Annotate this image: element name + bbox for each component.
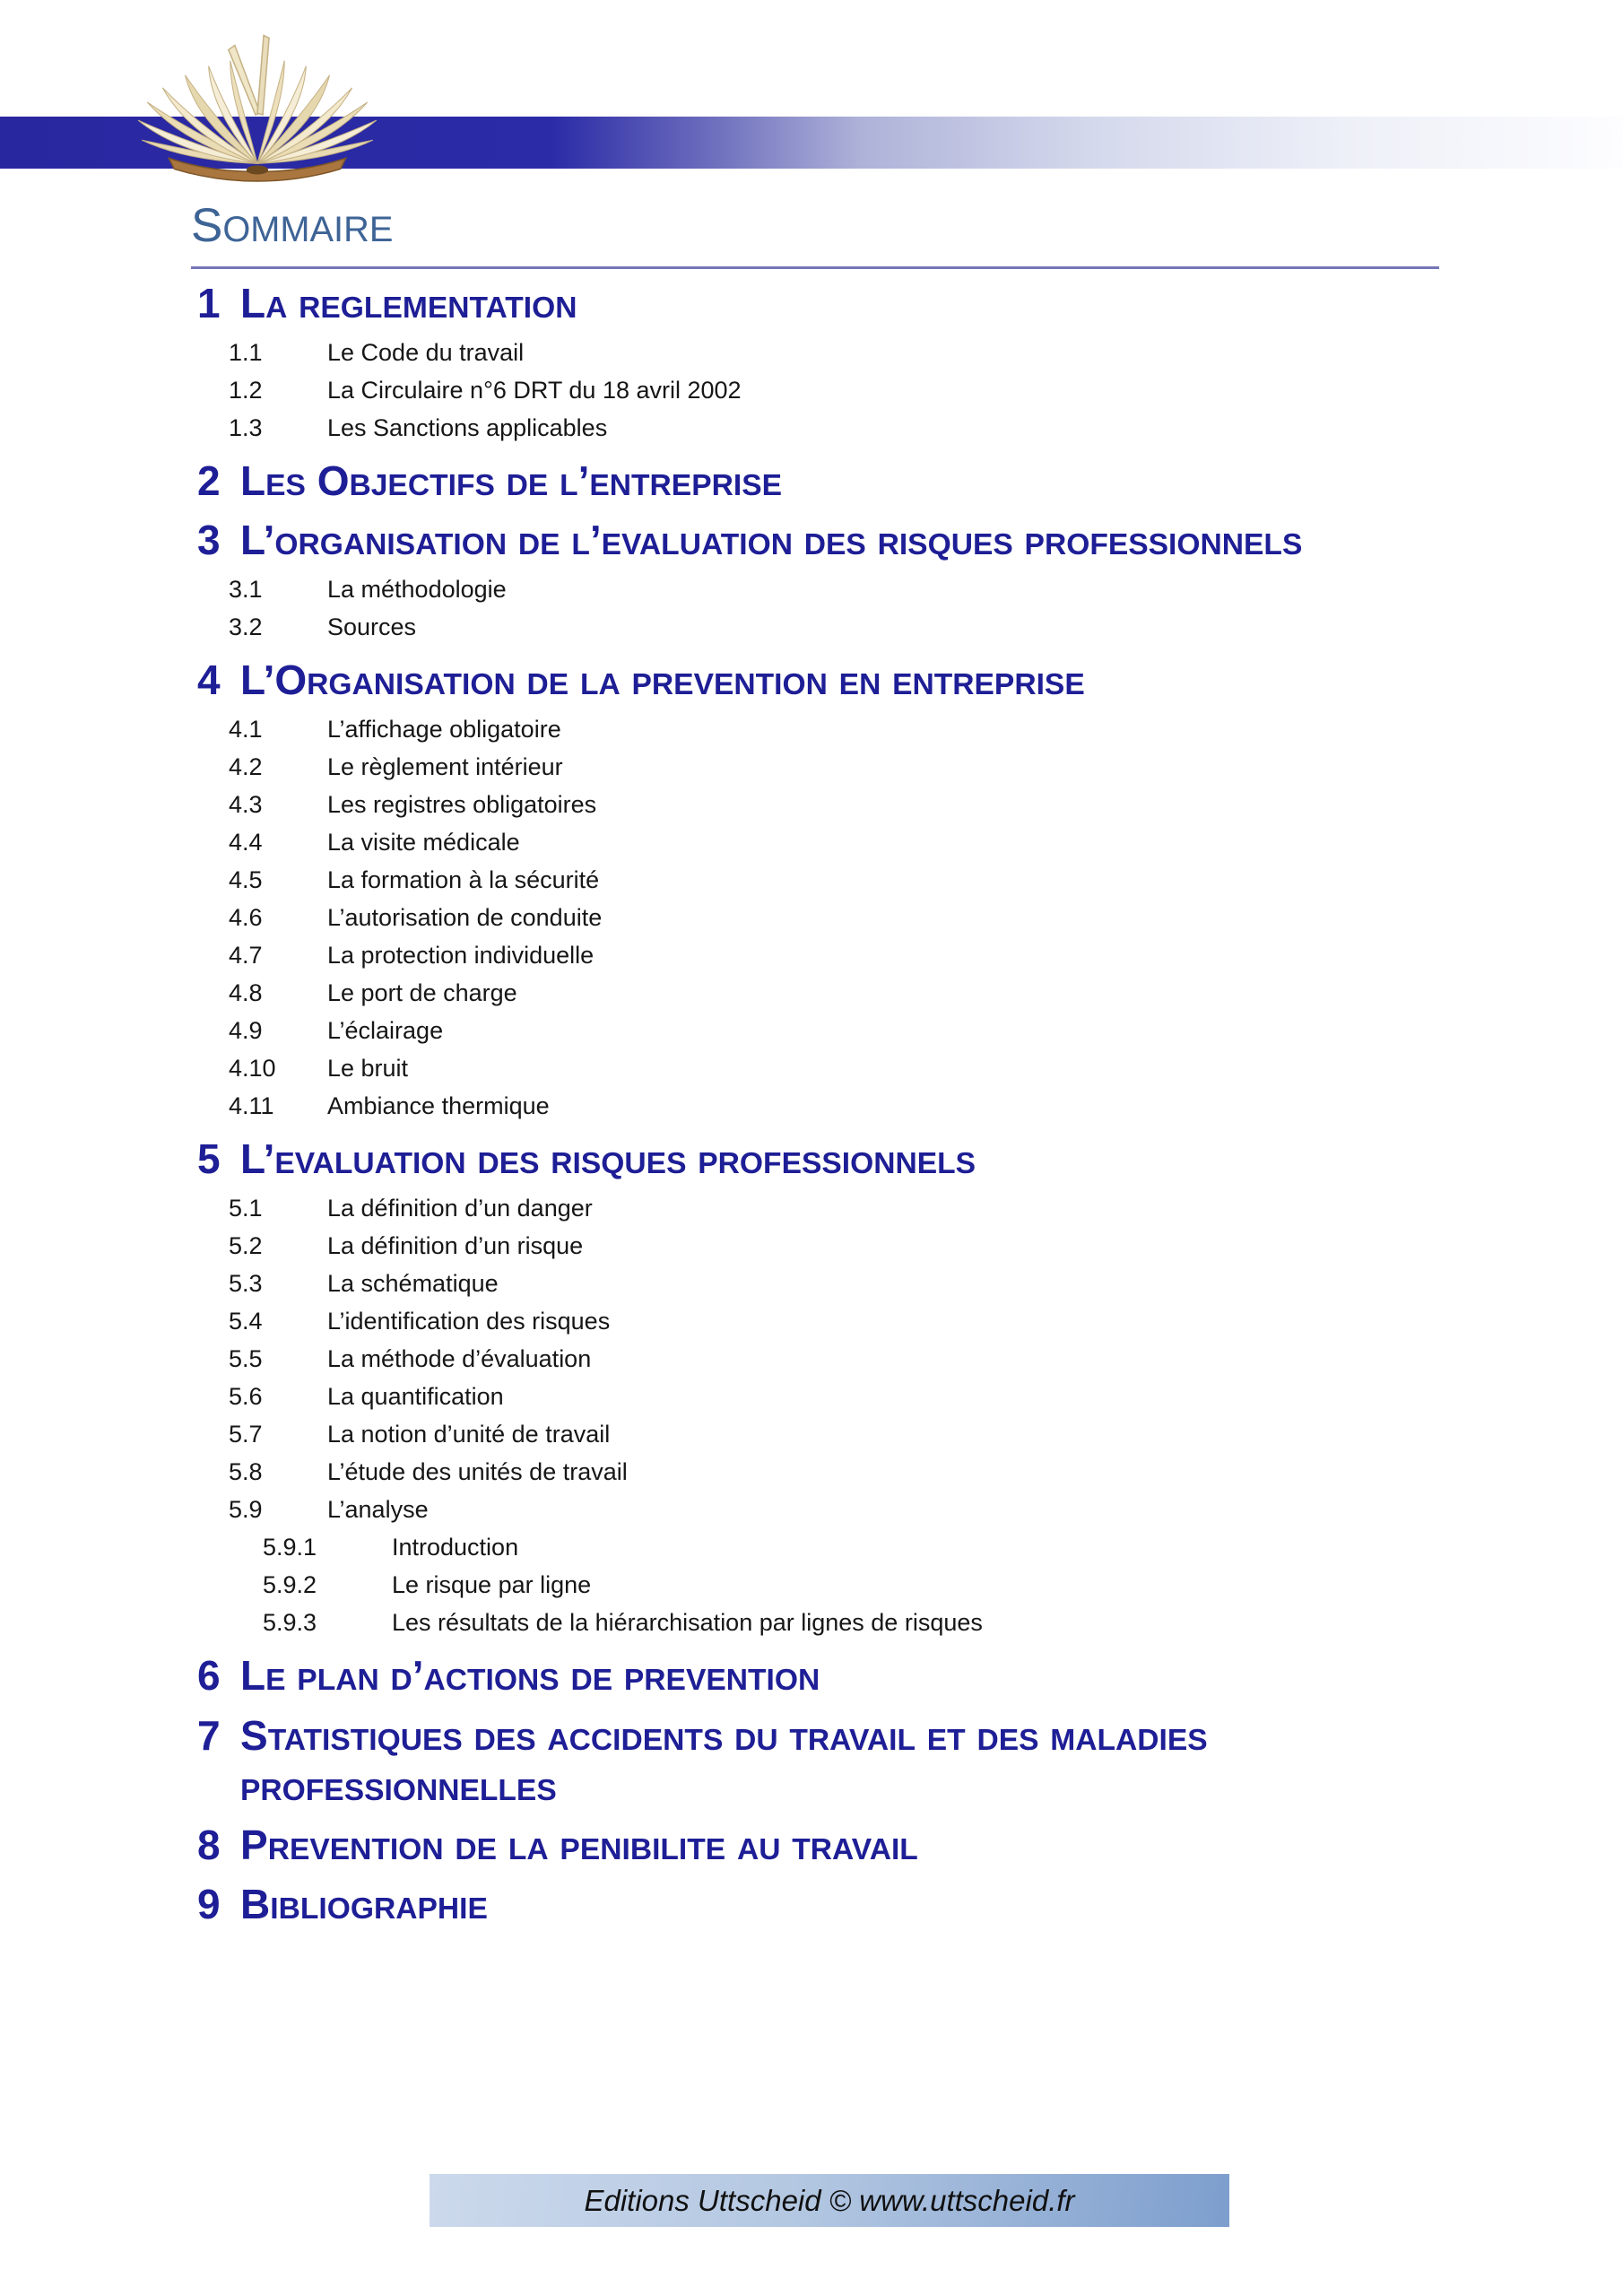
entry-number: 4.2 xyxy=(229,753,263,781)
entry-number: 5.9.3 xyxy=(263,1609,317,1637)
entry-number: 4.5 xyxy=(229,866,263,894)
toc-section-9 xyxy=(197,1879,1623,1929)
open-book-icon xyxy=(122,30,393,187)
toc-entry-4.10 xyxy=(197,1049,1623,1087)
section-number: 7 xyxy=(197,1711,221,1759)
toc-entry-1.3 xyxy=(197,409,1623,447)
toc-entry-5.8 xyxy=(197,1453,1623,1491)
entry-label: La méthodologie xyxy=(327,576,507,604)
entry-number: 4.4 xyxy=(229,829,263,857)
entry-label: L’étude des unités de travail xyxy=(327,1458,628,1486)
section-title: LA REGLEMENTATION xyxy=(240,279,577,326)
section-title: BIBLIOGRAPHIE xyxy=(240,1880,488,1927)
toc-entry-5.2 xyxy=(197,1227,1623,1265)
entry-label: La notion d’unité de travail xyxy=(327,1421,611,1448)
section-title: PREVENTION DE LA PENIBILITE AU TRAVAIL xyxy=(240,1821,918,1868)
toc-entry-5.5 xyxy=(197,1340,1623,1378)
entry-number: 5.5 xyxy=(229,1345,263,1373)
toc-content xyxy=(0,199,1623,1935)
entry-number: 5.4 xyxy=(229,1308,263,1335)
toc-section-heading xyxy=(197,1134,1623,1184)
entry-number: 3.1 xyxy=(229,576,263,604)
toc-entry-4.1 xyxy=(197,710,1623,748)
toc-entry-4.5 xyxy=(197,861,1623,899)
section-number: 4 xyxy=(197,657,221,704)
entry-label: L’autorisation de conduite xyxy=(327,904,603,932)
section-number: 3 xyxy=(197,517,221,564)
entry-label: Le bruit xyxy=(327,1055,409,1083)
entry-label: Le Code du travail xyxy=(327,339,525,367)
section-number: 6 xyxy=(197,1652,221,1700)
entry-label: L’éclairage xyxy=(327,1017,444,1045)
entry-number: 4.1 xyxy=(229,716,263,744)
section-title: LES OBJECTIFS DE L’ENTREPRISE xyxy=(240,457,783,505)
toc-entry-4.2 xyxy=(197,748,1623,786)
entry-label: La quantification xyxy=(327,1383,504,1411)
section-title: LE PLAN D’ACTIONS DE PREVENTION xyxy=(240,1652,820,1700)
entry-label: Sources xyxy=(327,613,417,641)
toc-entry-5.7 xyxy=(197,1415,1623,1453)
toc-entry-4.11 xyxy=(197,1087,1623,1125)
section-title: L’ORGANISATION DE LA PREVENTION EN ENTREPRISE xyxy=(240,657,1085,704)
entry-label: L’analyse xyxy=(327,1496,429,1524)
section-number: 1 xyxy=(197,279,221,326)
toc-section-heading xyxy=(197,1879,1623,1929)
entry-label: L’identification des risques xyxy=(327,1308,611,1335)
toc-entry-4.3 xyxy=(197,786,1623,823)
section-number: 9 xyxy=(197,1880,221,1927)
section-number: 2 xyxy=(197,457,221,505)
entry-number: 4.6 xyxy=(229,904,263,932)
toc-section-heading xyxy=(197,1710,1623,1811)
toc-section-3 xyxy=(197,515,1623,646)
title-rule xyxy=(191,266,1439,269)
section-title: STATISTIQUES DES ACCIDENTS DU TRAVAIL ET DES MALADIES PROFESSIONNELLES xyxy=(240,1711,1208,1807)
toc-section-7 xyxy=(197,1710,1623,1811)
toc-entry-5.4 xyxy=(197,1302,1623,1340)
toc-section-items xyxy=(197,570,1623,646)
entry-number: 4.10 xyxy=(229,1055,276,1083)
entry-number: 5.8 xyxy=(229,1458,263,1486)
entry-label: Ambiance thermique xyxy=(327,1092,550,1120)
entry-label: La schématique xyxy=(327,1270,499,1298)
toc-entry-5.3 xyxy=(197,1265,1623,1302)
toc-section-items xyxy=(197,334,1623,447)
entry-label: Les Sanctions applicables xyxy=(327,414,608,442)
toc-entry-3.2 xyxy=(197,608,1623,646)
entry-number: 5.9.1 xyxy=(263,1534,317,1561)
entry-number: 4.9 xyxy=(229,1017,263,1045)
section-number: 8 xyxy=(197,1821,221,1868)
entry-number: 5.7 xyxy=(229,1421,263,1448)
entry-label: La Circulaire n°6 DRT du 18 avril 2002 xyxy=(327,377,742,404)
footer-text: Editions Uttscheid © www.uttscheid.fr xyxy=(584,2183,1075,2217)
entry-label: Le port de charge xyxy=(327,979,517,1007)
page-title: SOMMAIRE xyxy=(191,199,394,252)
entry-label: Les registres obligatoires xyxy=(327,791,597,819)
entry-number: 5.1 xyxy=(229,1195,263,1222)
toc-section-5 xyxy=(197,1134,1623,1641)
toc xyxy=(197,278,1623,1929)
entry-number: 4.11 xyxy=(229,1092,274,1120)
entry-label: La définition d’un danger xyxy=(327,1195,593,1222)
entry-number: 1.3 xyxy=(229,414,263,442)
toc-entry-5.9.2 xyxy=(197,1566,1623,1604)
toc-entry-4.7 xyxy=(197,936,1623,974)
entry-label: Les résultats de la hiérarchisation par lignes de risques xyxy=(392,1609,983,1637)
toc-entry-5.1 xyxy=(197,1189,1623,1227)
toc-section-6 xyxy=(197,1650,1623,1700)
entry-number: 1.1 xyxy=(229,339,263,367)
toc-entry-5.9 xyxy=(197,1491,1623,1528)
entry-label: L’affichage obligatoire xyxy=(327,716,561,744)
toc-section-heading xyxy=(197,278,1623,328)
footer-bar xyxy=(430,2174,1229,2227)
toc-section-heading xyxy=(197,655,1623,705)
toc-entry-1.2 xyxy=(197,371,1623,409)
toc-section-2 xyxy=(197,456,1623,506)
entry-label: La formation à la sécurité xyxy=(327,866,600,894)
entry-label: La visite médicale xyxy=(327,829,520,857)
entry-number: 5.3 xyxy=(229,1270,263,1298)
entry-number: 5.9 xyxy=(229,1496,263,1524)
entry-number: 5.2 xyxy=(229,1232,263,1260)
entry-number: 3.2 xyxy=(229,613,263,641)
toc-entry-4.9 xyxy=(197,1012,1623,1049)
entry-label: La méthode d’évaluation xyxy=(327,1345,592,1373)
toc-entry-4.4 xyxy=(197,823,1623,861)
section-number: 5 xyxy=(197,1135,221,1183)
toc-entry-5.9.1 xyxy=(197,1528,1623,1566)
entry-label: Le règlement intérieur xyxy=(327,753,563,781)
toc-section-heading xyxy=(197,1820,1623,1870)
entry-label: La protection individuelle xyxy=(327,942,595,970)
toc-entry-1.1 xyxy=(197,334,1623,371)
entry-number: 5.9.2 xyxy=(263,1571,317,1599)
entry-number: 5.6 xyxy=(229,1383,263,1411)
entry-number: 4.8 xyxy=(229,979,263,1007)
toc-entry-5.9.3 xyxy=(197,1604,1623,1641)
toc-entry-5.6 xyxy=(197,1378,1623,1415)
toc-section-items xyxy=(197,710,1623,1125)
toc-section-1 xyxy=(197,278,1623,447)
entry-label: Introduction xyxy=(392,1534,519,1561)
toc-section-heading xyxy=(197,515,1623,565)
toc-entry-4.8 xyxy=(197,974,1623,1012)
toc-section-heading xyxy=(197,1650,1623,1700)
toc-section-4 xyxy=(197,655,1623,1125)
entry-label: Le risque par ligne xyxy=(392,1571,592,1599)
entry-label: La définition d’un risque xyxy=(327,1232,584,1260)
entry-number: 4.3 xyxy=(229,791,263,819)
entry-number: 4.7 xyxy=(229,942,263,970)
toc-entry-3.1 xyxy=(197,570,1623,608)
toc-section-items xyxy=(197,1189,1623,1641)
section-title: L’ORGANISATION DE L’EVALUATION DES RISQUES PROFESSIONNELS xyxy=(240,517,1303,564)
toc-section-heading xyxy=(197,456,1623,506)
toc-section-8 xyxy=(197,1820,1623,1870)
toc-entry-4.6 xyxy=(197,899,1623,936)
entry-number: 1.2 xyxy=(229,377,263,404)
section-title: L’EVALUATION DES RISQUES PROFESSIONNELS xyxy=(240,1135,976,1183)
